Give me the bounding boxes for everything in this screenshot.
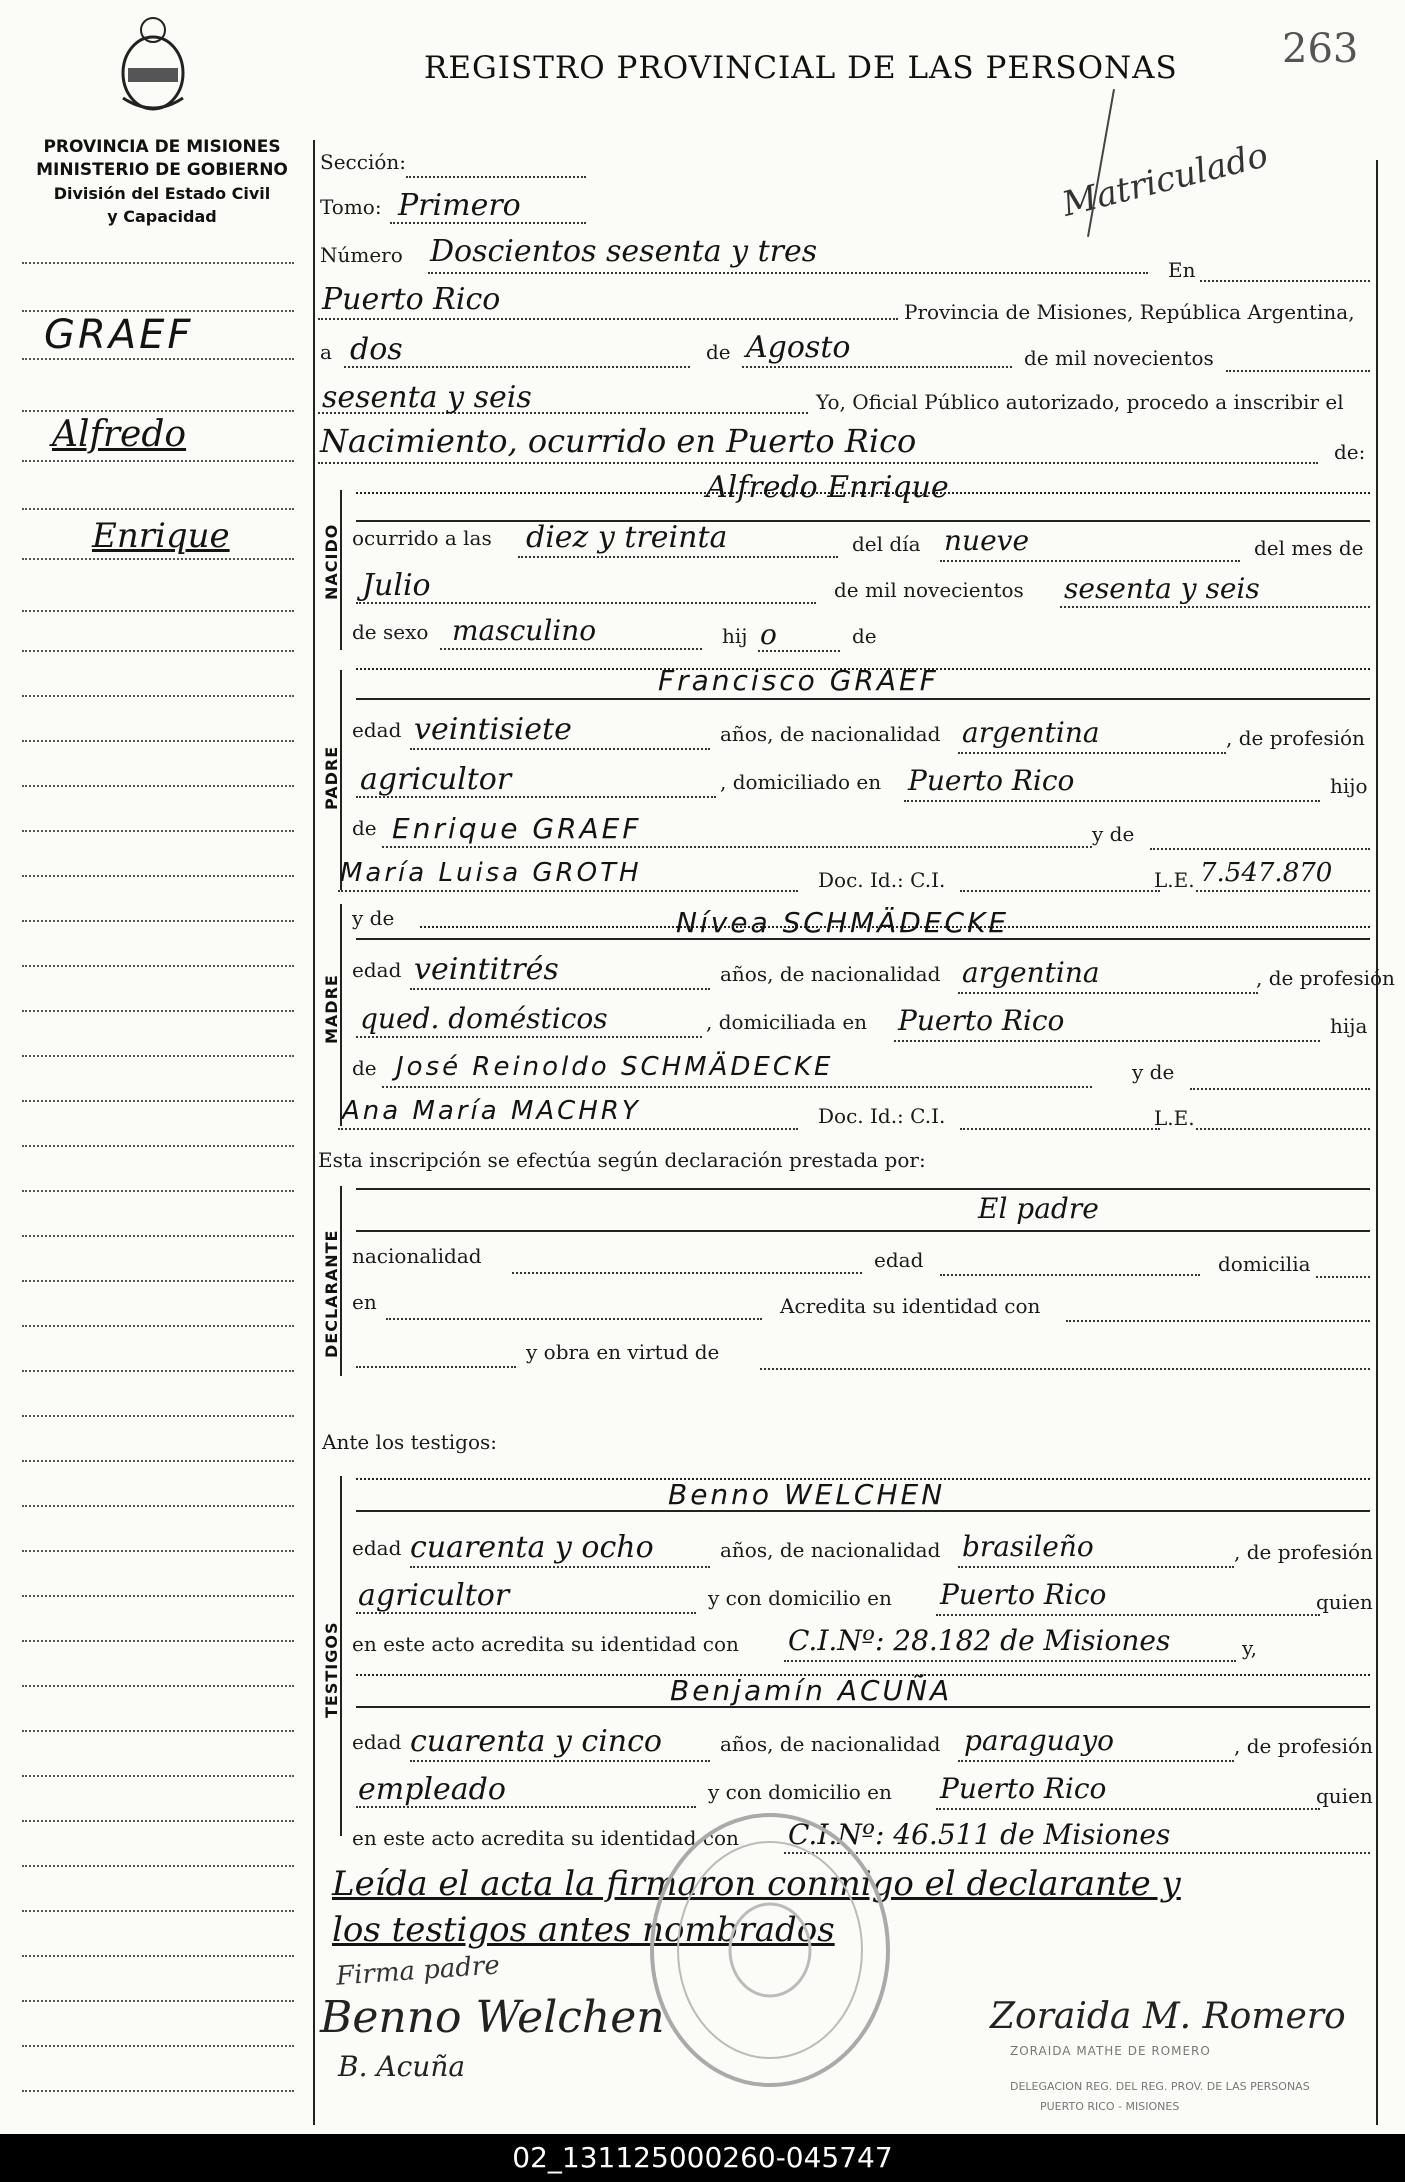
signature-oficial: Zoraida M. Romero <box>990 1996 1346 2037</box>
nacido-hora: diez y treinta <box>526 520 728 555</box>
testigo2-acto-label: en este acto acredita su identidad con <box>352 1826 739 1850</box>
nacido-sexo: masculino <box>452 614 597 647</box>
document-title: REGISTRO PROVINCIAL DE LAS PERSONAS <box>424 50 1178 86</box>
testigo1-y-label: y, <box>1242 1636 1257 1660</box>
madre-prof-label: , de profesión <box>1256 966 1395 990</box>
madre-de-line <box>382 1086 1092 1088</box>
declarante-edad-label: edad <box>874 1248 924 1272</box>
closing-line-2: los testigos antes nombrados <box>332 1910 835 1950</box>
declarante-obra-label: y obra en virtud de <box>526 1340 720 1364</box>
padre-profesion: agricultor <box>360 762 512 797</box>
madre-le-line <box>1196 1128 1370 1130</box>
nacido-dia: nueve <box>944 524 1030 557</box>
declarante-top-rule <box>356 1188 1370 1190</box>
madre-section-label: MADRE <box>322 974 341 1044</box>
testigo2-dom-line <box>936 1808 1320 1810</box>
numero-line <box>428 272 1148 274</box>
declarante-nac-line <box>512 1272 862 1274</box>
de-label: de <box>706 340 731 364</box>
nacido-mes: Julio <box>362 568 431 603</box>
madre-doc-line <box>960 1128 1160 1130</box>
year-value: sesenta y seis <box>322 380 532 415</box>
padre-name-rule <box>356 698 1370 700</box>
de-mil-line <box>1226 370 1370 372</box>
dia-line <box>940 560 1240 562</box>
padre-dom-label: , domiciliado en <box>720 770 882 794</box>
declarante-section-label: DECLARANTE <box>322 1229 341 1358</box>
madre-name: Nívea SCHMÄDECKE <box>676 906 1010 939</box>
signature-testigo-2: B. Acuña <box>338 2050 466 2083</box>
tomo-value: Primero <box>398 188 521 223</box>
declarante-intro: Esta inscripción se efectúa según declaración prestada por: <box>318 1148 926 1172</box>
madre-nac-label: años, de nacionalidad <box>720 962 941 986</box>
nacido-name-rule <box>356 520 1370 522</box>
testigo2-id: C.I.Nº: 46.511 de Misiones <box>788 1818 1171 1851</box>
padre-prof-label: , de profesión <box>1226 726 1365 750</box>
provincia-text: Provincia de Misiones, República Argentina, <box>904 300 1355 324</box>
padre-doc-line <box>960 890 1160 892</box>
testigo2-nac-label: años, de nacionalidad <box>720 1732 941 1756</box>
padre-padre: Enrique GRAEF <box>392 812 642 845</box>
hijo-label: hij <box>722 624 748 648</box>
madre-y-de-label: y de <box>352 906 395 930</box>
closing-line-1: Leída el acta la firmaron conmigo el declarante y <box>332 1864 1181 1904</box>
declarante-name-rule <box>356 1230 1370 1232</box>
org-line-2: MINISTERIO DE GOBIERNO <box>36 160 288 180</box>
testigo1-edad-line <box>410 1566 710 1568</box>
declarante-en-label: en <box>352 1290 377 1314</box>
hora-line <box>518 556 838 558</box>
anio-line <box>1060 606 1370 608</box>
madre-nac-line <box>958 992 1258 994</box>
month-line <box>742 366 1012 368</box>
padre-madre-line <box>338 890 798 892</box>
madre-dom-line <box>894 1040 1320 1042</box>
testigo1-nac-label: años, de nacionalidad <box>720 1538 941 1562</box>
padre-le-label: L.E. <box>1154 868 1195 892</box>
declarante-dom-label: domicilia <box>1218 1252 1311 1276</box>
padre-edad-label: edad <box>352 718 402 742</box>
stamp-line-2: DELEGACION REG. DEL REG. PROV. DE LAS PERSONAS <box>1010 2080 1310 2093</box>
testigo1-name-rule <box>356 1510 1370 1512</box>
testigo1-edad-label: edad <box>352 1536 402 1560</box>
testigo2-nac: paraguayo <box>964 1724 1115 1757</box>
org-line-4: y Capacidad <box>107 207 217 226</box>
nacido-de-label: de <box>852 624 877 648</box>
testigos-intro: Ante los testigos: <box>322 1430 498 1454</box>
en-line <box>1200 280 1370 282</box>
declarante-en-line <box>386 1318 762 1320</box>
place-line <box>318 318 898 320</box>
nacido-section-label: NACIDO <box>322 523 341 600</box>
testigo1-id: C.I.Nº: 28.182 de Misiones <box>788 1624 1171 1657</box>
madre-edad-line <box>410 988 710 990</box>
declarante-obra-line <box>760 1368 1370 1370</box>
madre-prof-line <box>356 1036 702 1038</box>
org-line-3: División del Estado Civil <box>53 184 271 203</box>
madre-hija-label: hija <box>1330 1014 1368 1038</box>
madre-profesion: qued. domésticos <box>360 1002 608 1035</box>
padre-edad: veintisiete <box>414 712 572 747</box>
padre-nacionalidad: argentina <box>962 716 1100 749</box>
month-value: Agosto <box>746 330 851 365</box>
padre-le-line <box>1196 890 1370 892</box>
padre-dom-line <box>904 800 1320 802</box>
testigo2-nac-line <box>958 1760 1234 1762</box>
page-number: 263 <box>1282 26 1359 72</box>
padre-de-label: de <box>352 816 377 840</box>
stamp-line-1: ZORAIDA MATHE DE ROMERO <box>1010 2044 1211 2058</box>
madre-y-de2-line <box>1190 1088 1370 1090</box>
place-value: Puerto Rico <box>322 282 501 317</box>
padre-hijo-label: hijo <box>1330 774 1368 798</box>
madre-madre: Ana María MACHRY <box>342 1096 641 1126</box>
testigo2-name: Benjamín ACUÑA <box>670 1674 953 1707</box>
hijo-suffix: o <box>760 618 777 651</box>
padre-y-de-label: y de <box>1092 822 1135 846</box>
de-mil-label: de mil novecientos <box>1024 346 1214 370</box>
declarante-dom-line <box>1316 1276 1370 1278</box>
org-block <box>28 136 296 228</box>
madre-edad: veintitrés <box>414 952 559 987</box>
declarante-nac-label: nacionalidad <box>352 1244 482 1268</box>
numero-label: Número <box>320 243 403 267</box>
testigo2-prof-label: , de profesión <box>1234 1734 1373 1758</box>
nacido-anio: sesenta y seis <box>1064 572 1260 605</box>
declarante-name: El padre <box>978 1192 1099 1225</box>
matriculado-annotation: Matriculado <box>1058 135 1272 225</box>
testigo1-edad: cuarenta y ocho <box>410 1530 654 1565</box>
official-round-seal <box>640 1800 900 2100</box>
frame-right-border <box>1376 160 1378 2125</box>
act-value: Nacimiento, ocurrido en Puerto Rico <box>320 422 917 460</box>
padre-madre: María Luisa GROTH <box>340 858 642 888</box>
testigo1-quien-label: quien <box>1316 1590 1373 1614</box>
padre-edad-line <box>410 748 710 750</box>
oficial-text: Yo, Oficial Público autorizado, procedo a inscribir el <box>816 390 1344 414</box>
padre-section-label: PADRE <box>322 745 341 810</box>
margin-surname: GRAEF <box>44 312 194 358</box>
stamp-line-3: PUERTO RICO - MISIONES <box>1040 2100 1180 2113</box>
seccion-line <box>406 176 586 178</box>
madre-le-label: L.E. <box>1154 1106 1195 1130</box>
numero-value: Doscientos sesenta y tres <box>430 234 818 269</box>
seccion-label: Sección: <box>320 150 406 174</box>
footer-id: 02_131125000260-045747 <box>512 2141 893 2174</box>
signature-testigo-1: Benno Welchen <box>320 1992 665 2043</box>
madre-domicilio: Puerto Rico <box>898 1004 1065 1037</box>
del-dia-label: del día <box>852 532 921 556</box>
madre-edad-label: edad <box>352 958 402 982</box>
testigo1-acto-label: en este acto acredita su identidad con <box>352 1632 739 1656</box>
testigo1-prof-label: , de profesión <box>1234 1540 1373 1564</box>
testigo2-edad: cuarenta y cinco <box>410 1724 662 1759</box>
testigo2-dom: Puerto Rico <box>940 1772 1107 1805</box>
padre-nac-label: años, de nacionalidad <box>720 722 941 746</box>
de-colon-label: de: <box>1334 440 1366 464</box>
padre-de-line <box>382 846 1092 848</box>
ocurrido-label: ocurrido a las <box>352 526 492 550</box>
testigo1-nac: brasileño <box>962 1530 1094 1563</box>
act-line <box>318 462 1318 464</box>
testigos-section-label: TESTIGOS <box>322 1621 341 1718</box>
padre-domicilio: Puerto Rico <box>908 764 1075 797</box>
padre-name: Francisco GRAEF <box>658 664 939 697</box>
coat-of-arms-emblem <box>108 8 198 118</box>
sexo-line <box>440 648 702 650</box>
footer-id-bar <box>0 2134 1405 2182</box>
margin-given-name-2: Enrique <box>92 516 230 556</box>
declarante-acredita-line <box>1066 1320 1370 1322</box>
testigo1-dom-line <box>936 1614 1320 1616</box>
testigo1-dom-label: y con domicilio en <box>708 1586 892 1610</box>
signature-declarante: Firma padre <box>335 1950 501 1992</box>
madre-y-de2-label: y de <box>1132 1060 1175 1084</box>
testigo2-quien-label: quien <box>1316 1784 1373 1808</box>
testigo2-dom-label: y con domicilio en <box>708 1780 892 1804</box>
testigo1-name: Benno WELCHEN <box>668 1478 946 1511</box>
declarante-obra-pre-line <box>356 1366 516 1368</box>
padre-doc-label: Doc. Id.: C.I. <box>818 868 946 892</box>
madre-nacionalidad: argentina <box>962 956 1100 989</box>
testigo1-dom: Puerto Rico <box>940 1578 1107 1611</box>
madre-doc-label: Doc. Id.: C.I. <box>818 1104 946 1128</box>
org-line-1: PROVINCIA DE MISIONES <box>43 137 281 157</box>
nacido-name: Alfredo Enrique <box>706 470 949 505</box>
testigo2-prof: empleado <box>358 1772 506 1807</box>
madre-padre: José Reinoldo SCHMÄDECKE <box>396 1052 834 1082</box>
tomo-label: Tomo: <box>320 195 382 219</box>
day-value: dos <box>350 332 403 367</box>
sexo-label: de sexo <box>352 620 429 644</box>
padre-nac-line <box>958 752 1226 754</box>
testigo2-edad-label: edad <box>352 1730 402 1754</box>
padre-le-value: 7.547.870 <box>1200 858 1333 888</box>
madre-de-label: de <box>352 1056 377 1080</box>
madre-name-rule <box>356 938 1370 940</box>
en-label: En <box>1168 258 1196 282</box>
padre-y-de-line <box>1150 848 1370 850</box>
testigo2-name-rule <box>356 1706 1370 1708</box>
testigo1-nac-line <box>958 1566 1234 1568</box>
declarante-acredita-label: Acredita su identidad con <box>780 1294 1041 1318</box>
frame-left-border <box>313 140 315 2125</box>
del-mes-label: del mes de <box>1254 536 1364 560</box>
testigo1-prof: agricultor <box>358 1578 510 1613</box>
testigo2-edad-line <box>410 1760 710 1762</box>
testigo1-id-line <box>784 1660 1236 1662</box>
nacido-de-mil-label: de mil novecientos <box>834 578 1024 602</box>
a-label: a <box>320 340 332 364</box>
madre-dom-label: , domiciliada en <box>706 1010 868 1034</box>
madre-madre-line <box>338 1128 798 1130</box>
declarante-edad-line <box>940 1274 1200 1276</box>
margin-given-name-1: Alfredo <box>52 414 187 455</box>
